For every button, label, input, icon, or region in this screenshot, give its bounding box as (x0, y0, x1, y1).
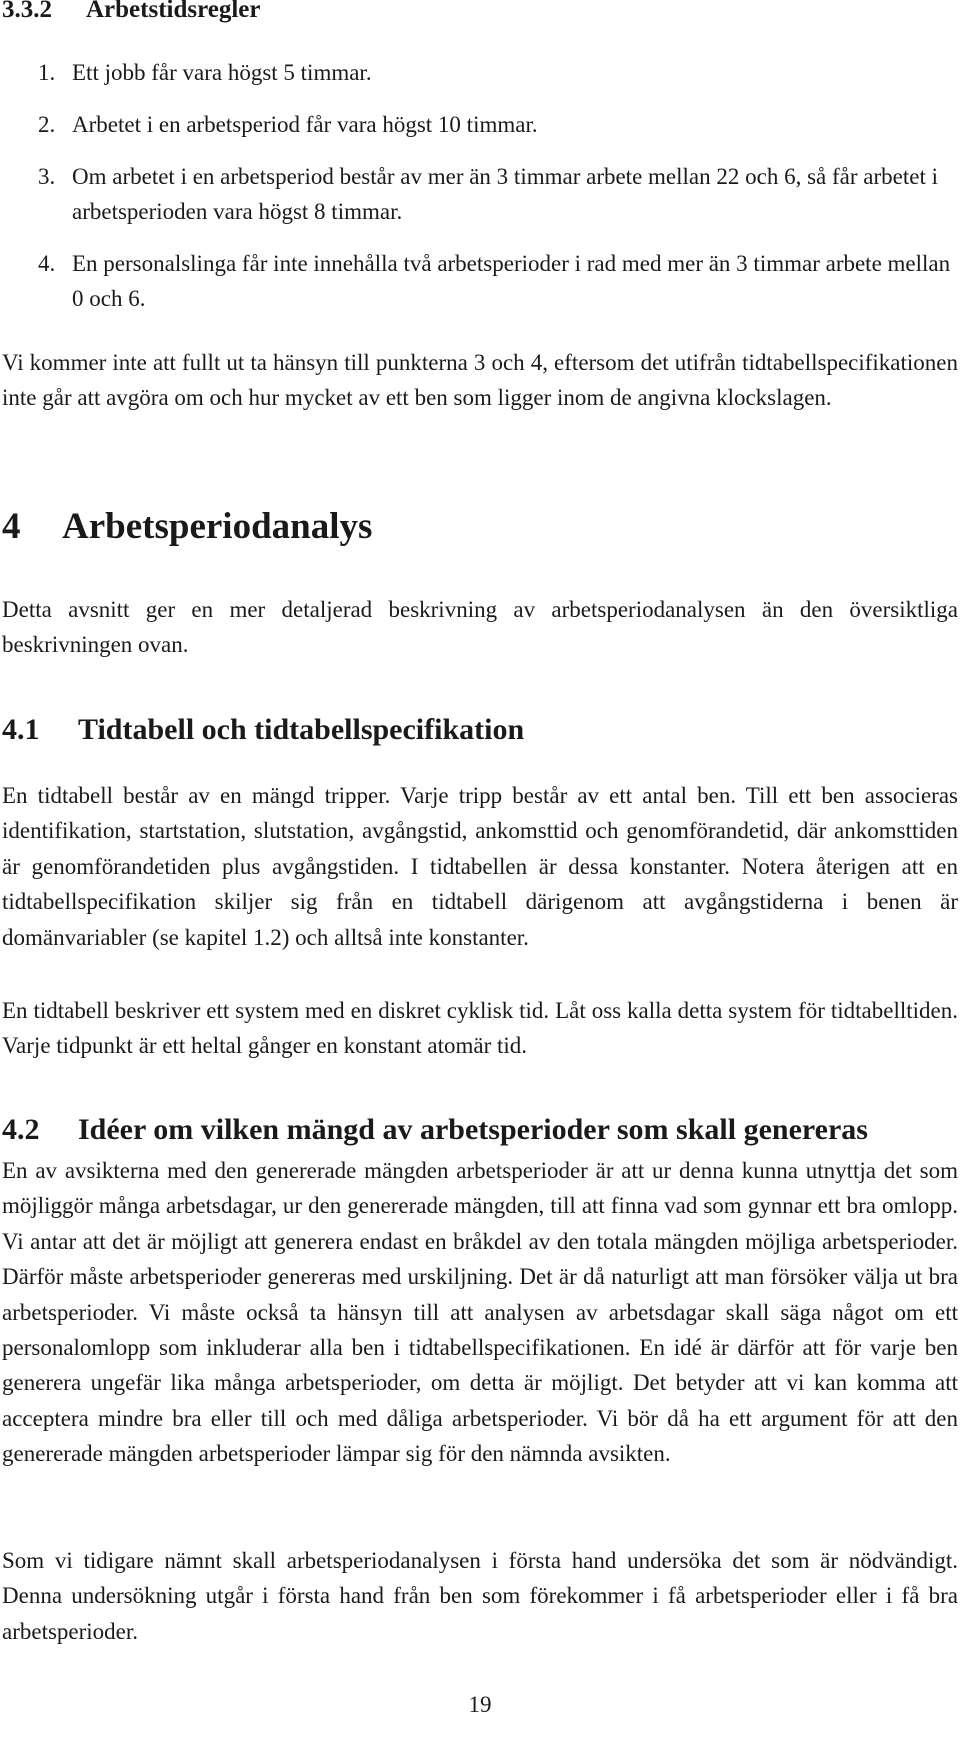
list-item-text: Ett jobb får vara högst 5 timmar. (72, 60, 372, 85)
list-item-number: 2. (38, 112, 56, 137)
section-42-paragraph-2: Som vi tidigare nämnt skall arbetsperiodanalysen i första hand undersöka det som är nödvändigt. Denna undersökning utgår i första hand från ben som förekommer i få arbetsperioder eller i få bra arbetsperioder. (2, 1548, 958, 1644)
section-42-paragraph-1-block (2, 1153, 958, 1472)
subsection-heading-ideer (2, 1112, 868, 1148)
rules-list (0, 55, 960, 333)
list-item-text: Om arbetet i en arbetsperiod består av mer än 3 timmar arbete mellan 22 och 6, så får arbetet i arbetsperioden vara högst 8 timmar. (72, 164, 938, 224)
list-item-text: Arbetet i en arbetsperiod får vara högst 10 timmar. (72, 112, 538, 137)
list-item-number: 4. (38, 251, 56, 276)
section-41-paragraph-1: En tidtabell består av en mängd tripper. Varje tripp består av ett antal ben. Till ett ben associeras identifikation, startstation, slutstation, avgångstid, ankomsttid och genomförandetid, där ankomsttiden är genomförandetiden plus avgångstiden. I tidtabellen är dessa konstanter. Notera återigen att en tidtabellspecifikation skiljer sig från en tidtabell därigenom att avgångstiderna i benen är domänvariabler (se kapitel 1.2) och alltså inte konstanter. (2, 783, 958, 950)
section-41-paragraph-1-block (2, 778, 958, 955)
subsection-heading-arbetstidsregler (2, 0, 261, 26)
list-item (0, 55, 960, 90)
section-42-paragraph-2-block (2, 1543, 958, 1649)
subsection-title: Arbetstidsregler (86, 0, 261, 23)
section-title: Arbetsperiodanalys (62, 506, 373, 547)
rules-note-block (2, 345, 958, 416)
section-4-intro-block (2, 592, 958, 663)
list-item-number: 3. (38, 164, 56, 189)
rules-note-paragraph: Vi kommer inte att fullt ut ta hänsyn till punkterna 3 och 4, eftersom det utifrån tidtabellspecifikationen inte går att avgöra om och hur mycket av ett ben som ligger inom de angivna klockslagen. (2, 350, 958, 411)
subsection-number: 4.2 (2, 1113, 40, 1146)
subsection-number: 4.1 (2, 713, 40, 746)
section-number: 4 (2, 506, 21, 547)
section-42-paragraph-1: En av avsikterna med den genererade mängden arbetsperioder är att ur denna kunna utnyttja det som möjliggör många arbetsdagar, ur den genererade mängden, till att finna vad som gynnar ett bra omlopp. Vi antar att det är möjligt att generera endast en bråkdel av den totala mängden möjliga arbetsperioder. Därför måste arbetsperioder genereras med urskiljning. Det är då naturligt att man försöker välja ut bra arbetsperioder. Vi måste också ta hänsyn till att analysen av arbetsdagar skall säga något om ett personalomlopp som inkluderar alla ben i tidtabellspecifikationen. En idé är därför att för varje ben generera ungefär lika många arbetsperioder, om detta är möjligt. Det betyder att vi kan komma att acceptera mindre bra eller till och med dåliga arbetsperioder. Vi bör då ha ett argument för att den genererade mängden arbetsperioder lämpar sig för den nämnda avsikten. (2, 1158, 958, 1467)
section-41-paragraph-2: En tidtabell beskriver ett system med en diskret cyklisk tid. Låt oss kalla detta system för tidtabelltiden. Varje tidpunkt är ett heltal gånger en konstant atomär tid. (2, 998, 958, 1059)
subsection-heading-tidtabell (2, 712, 524, 748)
page-number: 19 (468, 1692, 492, 1717)
section-4-intro-paragraph: Detta avsnitt ger en mer detaljerad beskrivning av arbetsperiodanalysen än den översiktliga beskrivningen ovan. (2, 597, 958, 658)
section-41-paragraph-2-block (2, 993, 958, 1064)
list-item (0, 159, 960, 229)
subsection-number: 3.3.2 (2, 0, 52, 23)
list-item-text: En personalslinga får inte innehålla två arbetsperioder i rad med mer än 3 timmar arbete mellan 0 och 6. (72, 251, 951, 311)
list-item (0, 107, 960, 142)
list-item-number: 1. (38, 60, 56, 85)
subsection-title: Idéer om vilken mängd av arbetsperioder som skall genereras (78, 1113, 868, 1146)
subsection-title: Tidtabell och tidtabellspecifikation (78, 713, 525, 746)
list-item (0, 246, 960, 316)
section-heading-arbetsperiodanalys (2, 505, 372, 549)
